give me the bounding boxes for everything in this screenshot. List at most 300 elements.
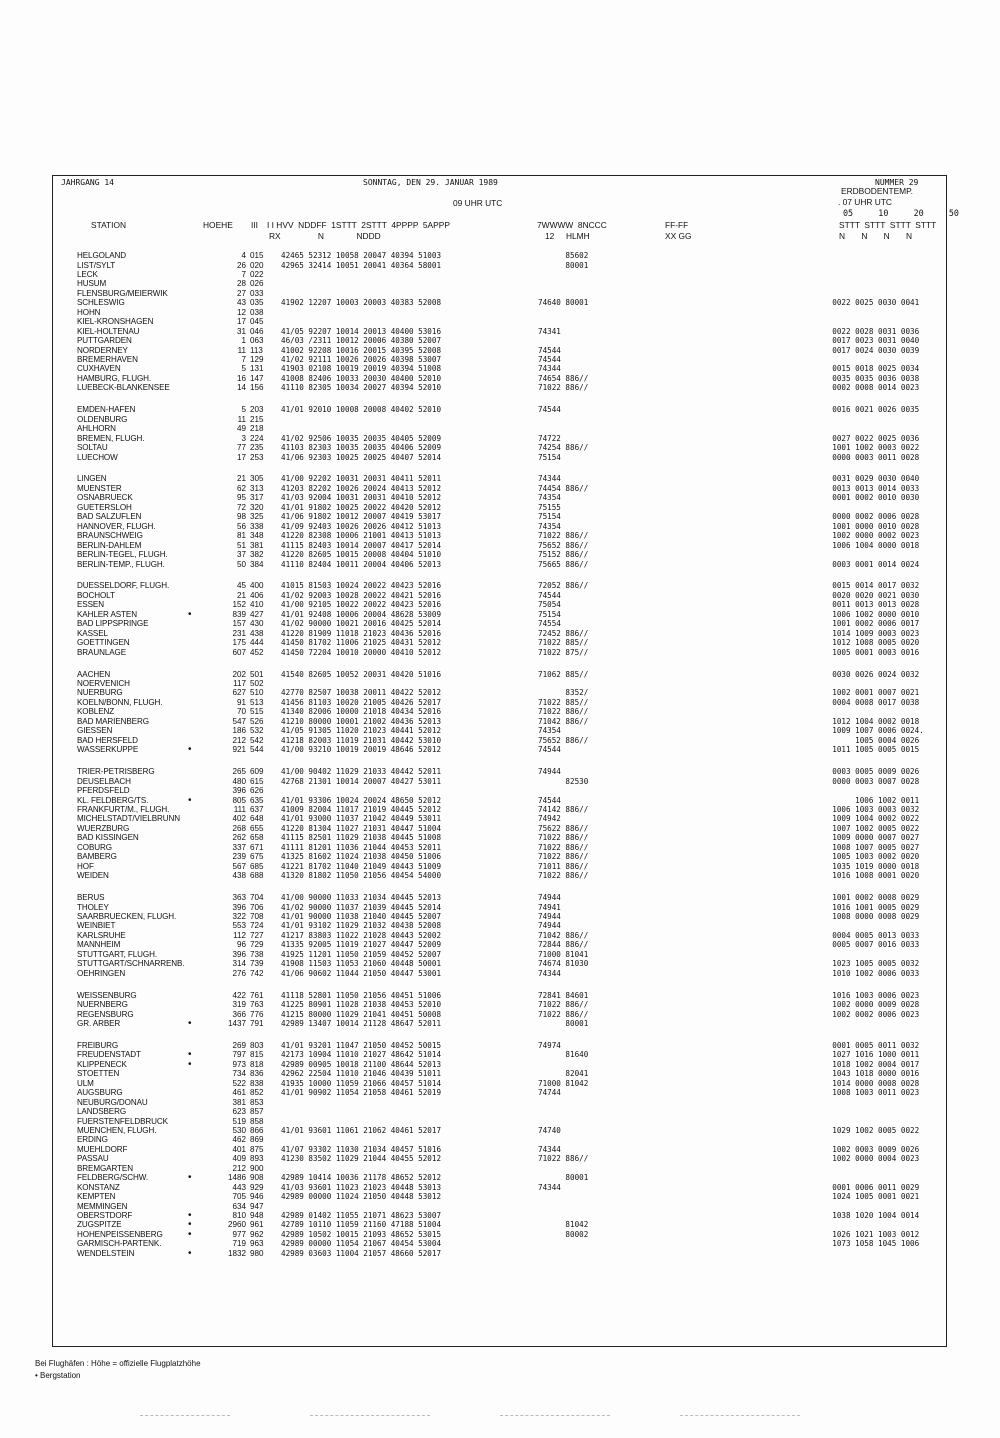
station-height: 805 — [232, 795, 246, 805]
station-height: 212 — [232, 1163, 246, 1173]
table-row — [53, 871, 946, 881]
table-row — [53, 843, 946, 853]
soil-temperatures: 0003 0001 0014 0024 — [750, 559, 920, 569]
table-row — [53, 745, 946, 755]
soil-temperatures: 1007 1002 0005 0022 — [750, 823, 920, 833]
station-name: BAD HERSFELD — [77, 735, 138, 745]
station-id: 980 — [250, 1248, 264, 1258]
station-name: KEMPTEN — [77, 1192, 116, 1202]
table-row — [53, 726, 946, 736]
station-name: GR. ARBER — [77, 1018, 121, 1028]
weather-groups: 71042 886// — [538, 930, 589, 940]
station-name: ULM — [77, 1078, 94, 1088]
synop-groups: 41335 92005 11019 21027 40447 52009 — [281, 940, 442, 950]
soil-temperatures: 1001 0002 0006 0017 — [750, 619, 920, 629]
station-id: 688 — [250, 871, 264, 881]
station-name: PASSAU — [77, 1154, 109, 1164]
weather-groups: 71022 886// — [538, 531, 589, 541]
weather-groups: 71011 886// — [538, 861, 589, 871]
soil-temperatures: 0031 0029 0030 0040 — [750, 474, 920, 484]
soil-temperatures: 1001 1002 0003 0022 — [750, 443, 920, 452]
station-name: LINGEN — [77, 474, 107, 484]
station-id: 215 — [250, 414, 264, 424]
station-name: MUEHLDORF — [77, 1144, 128, 1154]
station-name: BREMERHAVEN — [77, 354, 138, 364]
mountain-station-marker: • — [188, 1210, 192, 1221]
station-name: OLDENBURG — [77, 414, 128, 424]
station-id: 763 — [250, 1000, 264, 1009]
station-height: 112 — [233, 930, 246, 940]
weather-groups: 74640 80001 — [538, 298, 589, 308]
table-row — [53, 1019, 946, 1029]
station-id: 382 — [250, 550, 264, 559]
weather-groups: 74341 — [538, 326, 561, 336]
synop-groups: 41/07 93302 11030 21034 40457 51016 — [281, 1144, 442, 1154]
group1-header: I I HVV NDDFF 1STTT 2STTT 4PPPP 5APPP — [267, 220, 450, 230]
table-row — [53, 550, 946, 560]
table-row — [53, 824, 946, 834]
station-name: BREMEN, FLUGH. — [77, 433, 145, 443]
table-row — [53, 1220, 946, 1230]
station-height: 1832 — [227, 1248, 246, 1258]
hoehe-header: HOEHE — [203, 220, 233, 230]
station-id: 022 — [250, 269, 264, 279]
station-name: HAMBURG, FLUGH. — [77, 373, 152, 383]
soil-temperatures: 0000 0003 0011 0028 — [750, 452, 920, 462]
station-height: 276 — [232, 968, 246, 978]
station-id: 131 — [250, 364, 264, 374]
station-height: 27 — [236, 288, 246, 298]
station-name: MEMMINGEN — [77, 1201, 128, 1211]
weather-groups: 75155 — [538, 502, 561, 512]
station-height: 186 — [232, 726, 246, 736]
station-name: ZUGSPITZE — [77, 1220, 122, 1230]
weather-groups: 80001 — [538, 1018, 589, 1028]
soil-temperatures: 0035 0035 0036 0038 — [750, 373, 920, 383]
weather-groups: 74544 — [538, 745, 561, 755]
station-name: BERLIN-TEGEL, FLUGH. — [77, 550, 168, 559]
station-id: 444 — [250, 638, 264, 648]
soil-temperatures: 1014 1009 0003 0023 — [750, 628, 920, 638]
synop-groups: 41/01 93601 11061 21062 40461 52017 — [281, 1125, 442, 1135]
weather-groups: 71042 886// — [538, 716, 589, 726]
table-row — [53, 493, 946, 503]
weather-groups: 71022 886// — [538, 1000, 589, 1009]
station-name: KARLSRUHE — [77, 930, 126, 940]
synop-groups: 41340 82006 10000 21018 40434 52016 — [281, 707, 442, 717]
station-height: 37 — [236, 550, 246, 559]
table-row — [53, 1088, 946, 1098]
group1-subheader: RX N NDDD — [269, 231, 381, 241]
station-name: AUGSBURG — [77, 1088, 123, 1098]
synop-groups: 41008 82406 10033 20030 40400 52010 — [281, 373, 442, 383]
station-name: NORDERNEY — [77, 345, 128, 355]
station-height: 77 — [236, 443, 246, 452]
station-id: 156 — [250, 383, 264, 393]
weather-groups: 71022 886// — [538, 1009, 589, 1019]
table-row — [53, 1145, 946, 1155]
station-name: THOLEY — [77, 902, 109, 912]
station-name: WEISSENBURG — [77, 990, 137, 1000]
station-height: 522 — [232, 1078, 246, 1088]
weather-groups: 71000 81041 — [538, 949, 589, 959]
weather-groups: 80001 — [538, 260, 589, 270]
soil-temperatures: 0000 0003 0007 0028 — [750, 776, 920, 786]
synop-groups: 42989 03603 11004 21057 48660 52017 — [281, 1248, 442, 1258]
station-height: 519 — [232, 1116, 246, 1126]
weather-groups: 74142 886// — [538, 804, 589, 814]
station-id: 320 — [250, 502, 264, 512]
table-row — [53, 531, 946, 541]
weather-groups: 74744 — [538, 1088, 561, 1098]
synop-groups: 41225 80901 11028 21038 40453 52010 — [281, 1000, 442, 1009]
synop-groups: 41/01 91802 10025 20022 40420 52012 — [281, 502, 442, 512]
station-name: OEHRINGEN — [77, 968, 126, 978]
station-id: 338 — [250, 521, 264, 531]
station-height: 553 — [232, 921, 246, 931]
station-id: 852 — [250, 1088, 264, 1098]
soil-temperatures: 1038 1020 1004 0014 — [750, 1211, 920, 1220]
station-name: BRAUNSCHWEIG — [77, 531, 143, 541]
station-id: 015 — [250, 251, 264, 260]
weather-groups: 75154 — [538, 609, 561, 619]
soil-temperatures: 1006 1002 0000 0010 — [750, 609, 920, 619]
station-id: 317 — [250, 493, 264, 503]
station-height: 95 — [236, 493, 246, 503]
station-name: AACHEN — [77, 669, 111, 679]
soil-temperatures: 0005 0007 0016 0033 — [750, 940, 920, 950]
table-row — [53, 289, 946, 299]
station-height: 212 — [232, 735, 246, 745]
synop-groups: 42965 32414 10051 20041 40364 58001 — [281, 260, 442, 270]
station-name: GUETERSLOH — [77, 502, 132, 512]
station-id: 635 — [250, 795, 264, 805]
synop-groups: 41/06 92303 10025 20025 40407 52014 — [281, 452, 442, 462]
weather-groups: 74354 — [538, 521, 561, 531]
synop-groups: 41903 02108 10019 20019 40394 51008 — [281, 364, 442, 374]
station-height: 438 — [232, 871, 246, 881]
station-name: CUXHAVEN — [77, 364, 121, 374]
station-id: 129 — [250, 354, 264, 364]
station-name: SOLTAU — [77, 443, 108, 452]
station-height: 269 — [232, 1040, 246, 1050]
soil-temperatures: 1002 0003 0009 0026 — [750, 1144, 920, 1154]
soil-temperatures: 1008 1003 0011 0023 — [750, 1088, 920, 1098]
station-height: 43 — [236, 298, 246, 308]
synop-groups: 41450 81702 11006 21025 40431 52012 — [281, 638, 442, 648]
station-height: 17 — [236, 317, 246, 327]
weather-groups: 74722 — [538, 433, 561, 443]
mountain-station-marker: • — [188, 1058, 192, 1070]
table-row — [53, 707, 946, 717]
table-row — [53, 648, 946, 658]
station-name: HOHENPEISSENBERG — [77, 1229, 163, 1239]
station-id: 063 — [250, 336, 264, 345]
table-row — [53, 405, 946, 415]
table-row — [53, 912, 946, 922]
synop-groups: 41540 82605 10052 20031 40420 51016 — [281, 669, 442, 679]
table-row — [53, 670, 946, 680]
station-name: LUECHOW — [77, 452, 118, 462]
utc09-label: 09 UHR UTC — [453, 198, 503, 208]
station-id: 671 — [250, 842, 264, 852]
station-name: STUTTGART, FLUGH. — [77, 949, 157, 959]
station-id: 908 — [250, 1173, 264, 1183]
table-row — [53, 1050, 946, 1060]
synop-groups: 41/02 90000 11037 21039 40445 52014 — [281, 902, 442, 912]
station-name: KOELN/BONN, FLUGH. — [77, 697, 163, 707]
station-id: 818 — [250, 1059, 264, 1069]
station-height: 1437 — [227, 1018, 246, 1028]
synop-groups: 42789 10110 11059 21160 47188 51004 — [281, 1220, 442, 1230]
table-row — [53, 581, 946, 591]
table-row — [53, 931, 946, 941]
weather-groups: 75154 — [538, 512, 561, 522]
group2-subheader: 12 HLMH — [545, 231, 590, 241]
station-name: OBERSTDORF — [77, 1211, 133, 1220]
station-id: 513 — [250, 697, 264, 707]
station-height: 117 — [233, 679, 246, 688]
station-name: SAARBRUECKEN, FLUGH. — [77, 911, 177, 921]
soil-temperatures: 0016 0021 0026 0035 — [750, 405, 920, 415]
station-height: 14 — [236, 383, 246, 393]
synop-groups: 41220 81304 11027 21031 40447 51004 — [281, 823, 442, 833]
station-height: 231 — [232, 628, 246, 638]
synop-groups: 41110 82305 10034 20027 40394 52010 — [281, 383, 442, 393]
station-name: MANNHEIM — [77, 940, 121, 950]
table-row — [53, 355, 946, 365]
station-id: 704 — [250, 893, 264, 902]
station-height: 810 — [232, 1211, 246, 1220]
station-id: 948 — [250, 1211, 264, 1220]
scan-artifact — [140, 1415, 230, 1417]
station-height: 409 — [232, 1154, 246, 1164]
mountain-station-marker: • — [188, 1172, 192, 1184]
table-row — [53, 950, 946, 960]
station-name: FLENSBURG/MEIERWIK — [77, 288, 168, 298]
station-id: 708 — [250, 911, 264, 921]
soil-temperatures: 1073 1058 1045 1006 — [750, 1239, 920, 1249]
issue-number: NUMMER 29 — [875, 178, 919, 187]
synop-groups: 42962 22504 11010 21046 40439 51011 — [281, 1069, 442, 1079]
weather-groups: 82530 — [538, 776, 589, 786]
weather-groups: 80001 — [538, 1173, 589, 1183]
synop-groups: 41902 12207 10003 20003 40383 52008 — [281, 298, 442, 308]
synop-groups: 41115 82403 10014 20007 40417 52014 — [281, 540, 442, 550]
synop-groups: 41/02 92111 10026 20026 40398 53007 — [281, 354, 442, 364]
station-height: 627 — [232, 688, 246, 698]
station-name: PFERDSFELD — [77, 786, 130, 795]
mountain-station-marker: • — [188, 608, 192, 620]
station-height: 607 — [232, 647, 246, 657]
table-row — [53, 474, 946, 484]
station-height: 396 — [232, 902, 246, 912]
station-name: BRAUNLAGE — [77, 647, 127, 657]
soil-temperatures: 1009 1004 0002 0022 — [750, 814, 920, 824]
station-height: 31 — [236, 326, 246, 336]
weather-groups: 71022 886// — [538, 852, 589, 862]
station-height: 7 — [241, 354, 246, 364]
station-id: 739 — [250, 959, 264, 969]
soil-temperatures: 0022 0025 0030 0041 — [750, 298, 920, 308]
weather-groups: 74944 — [538, 893, 561, 902]
synop-groups: 41111 81201 11036 21044 40453 52011 — [281, 842, 442, 852]
station-height: 3 — [241, 433, 246, 443]
table-row — [53, 374, 946, 384]
weather-groups: 74944 — [538, 921, 561, 931]
synop-groups: 41210 80000 10001 21002 40436 52013 — [281, 716, 442, 726]
station-height: 4 — [241, 251, 246, 260]
station-name: KAHLER ASTEN — [77, 609, 137, 619]
footnote-airports: Bei Flughäfen : Höhe = offizielle Flugplatzhöhe — [35, 1359, 201, 1368]
station-name: FREIBURG — [77, 1040, 119, 1050]
station-id: 325 — [250, 512, 264, 522]
soil-temperatures: 1006 1002 0011 — [750, 795, 920, 805]
station-name: HUSUM — [77, 279, 107, 289]
volume-label: JAHRGANG 14 — [61, 178, 114, 187]
station-height: 839 — [232, 609, 246, 619]
weather-groups: 74974 — [538, 1040, 561, 1050]
soil-temperatures: 1009 1007 0006 0024. — [750, 726, 924, 736]
station-height: 366 — [232, 1009, 246, 1019]
synop-groups: 41/09 92403 10026 20026 40412 51013 — [281, 521, 442, 531]
soil-temperatures: 1002 0002 0006 0023 — [750, 1009, 920, 1019]
weather-groups: 74544 — [538, 405, 561, 415]
weather-groups: 81042 — [538, 1220, 589, 1230]
station-name: WENDELSTEIN — [77, 1248, 135, 1258]
synop-groups: 41217 83803 11022 21028 40443 52002 — [281, 930, 442, 940]
soil-temperatures: 0017 0023 0031 0040 — [750, 336, 920, 345]
station-height: 401 — [232, 1144, 246, 1154]
station-height: 98 — [236, 512, 246, 522]
station-id: 020 — [250, 260, 264, 270]
soil-temperatures: 1018 1002 0004 0017 — [750, 1059, 920, 1069]
soil-temperatures: 1016 1003 0006 0023 — [750, 990, 920, 1000]
synop-groups: 41/01 93102 11029 21032 40438 52008 — [281, 921, 442, 931]
weather-groups: 75652 886// — [538, 540, 589, 550]
station-height: 45 — [236, 581, 246, 591]
station-id: 900 — [250, 1163, 264, 1173]
station-height: 152 — [232, 600, 246, 610]
station-height: 96 — [236, 940, 246, 950]
station-name: GARMISCH-PARTENK. — [77, 1239, 162, 1249]
weather-groups: 74344 — [538, 364, 561, 374]
station-height: 480 — [232, 776, 246, 786]
station-height: 396 — [232, 786, 246, 795]
synop-groups: 41/00 92202 10031 20031 40411 52011 — [281, 474, 442, 484]
station-height: 530 — [232, 1125, 246, 1135]
weather-groups: 71022 886// — [538, 707, 589, 717]
station-id: 815 — [250, 1050, 264, 1060]
soil-temperatures: 1001 0000 0010 0028 — [750, 521, 920, 531]
synop-groups: 42465 52312 10058 20047 40394 51003 — [281, 251, 442, 260]
synop-groups: 41/02 90000 10021 20016 40425 52014 — [281, 619, 442, 629]
station-name: NUERNBERG — [77, 1000, 128, 1009]
weather-groups: 74740 — [538, 1125, 561, 1135]
synop-groups: 42989 00905 10018 21100 48644 52013 — [281, 1059, 442, 1069]
weather-groups: 71022 885// — [538, 697, 589, 707]
station-height: 49 — [236, 424, 246, 434]
station-id: 609 — [250, 767, 264, 777]
table-row — [53, 862, 946, 872]
table-row — [53, 251, 946, 261]
synop-groups: 41230 83502 11029 21044 40455 52012 — [281, 1154, 442, 1164]
table-row — [53, 1239, 946, 1249]
station-name: NOERVENICH — [77, 679, 130, 688]
table-row — [53, 638, 946, 648]
station-id: 626 — [250, 786, 264, 795]
synop-groups: 41/00 93210 10019 20019 48646 52012 — [281, 745, 442, 755]
station-id: 893 — [250, 1154, 264, 1164]
station-id: 218 — [250, 424, 264, 434]
weather-groups: 80002 — [538, 1229, 589, 1239]
weather-groups: 75054 — [538, 600, 561, 610]
station-id: 427 — [250, 609, 264, 619]
station-id: 400 — [250, 581, 264, 591]
station-name: HELGOLAND — [77, 251, 127, 260]
scan-artifact — [310, 1415, 430, 1417]
station-name: FUERSTENFELDBRUCK — [77, 1116, 168, 1126]
table-row — [53, 336, 946, 346]
weather-groups: 74944 — [538, 767, 561, 777]
station-name: BAD LIPPSPRINGE — [77, 619, 149, 629]
station-name: BAD MARIENBERG — [77, 716, 149, 726]
station-id: 113 — [250, 345, 263, 355]
weather-groups: 72052 886// — [538, 581, 589, 591]
station-id: 348 — [250, 531, 264, 541]
station-height: 396 — [232, 949, 246, 959]
station-name: KL. FELDBERG/TS. — [77, 795, 149, 805]
weather-groups: 71022 886// — [538, 1154, 589, 1164]
station-height: 111 — [233, 804, 246, 814]
station-height: 262 — [232, 833, 246, 843]
station-id: 836 — [250, 1069, 264, 1079]
table-row — [53, 383, 946, 393]
soil-temperatures: 0027 0022 0025 0036 — [750, 433, 920, 443]
table-row — [53, 805, 946, 815]
soil-temperatures: 1016 1008 0001 0020 — [750, 871, 920, 881]
soil-temperatures: 0001 0005 0011 0032 — [750, 1040, 920, 1050]
station-name: KOBLENZ — [77, 707, 115, 717]
station-name: NUERBURG — [77, 688, 123, 698]
station-name: BREMGARTEN — [77, 1163, 133, 1173]
synop-groups: 42989 13407 10014 21128 48647 52011 — [281, 1018, 442, 1028]
weather-groups: 75622 886// — [538, 823, 589, 833]
station-id: 544 — [250, 745, 264, 755]
station-name: GIESSEN — [77, 726, 113, 736]
soil-temperatures: 1008 1007 0005 0027 — [750, 842, 920, 852]
table-row — [53, 619, 946, 629]
synop-groups: 41/03 92004 10031 20031 40410 52012 — [281, 493, 442, 503]
soil-temperatures: 1002 0000 0009 0028 — [750, 1000, 920, 1009]
station-height: 17 — [236, 452, 246, 462]
soil-temperatures: 1023 1005 0005 0032 — [750, 959, 920, 969]
synop-groups: 41/00 92105 10022 20022 40423 52016 — [281, 600, 442, 610]
synop-groups: 41015 81503 10024 20022 40423 52016 — [281, 581, 442, 591]
soil-temperatures: 1002 0000 0004 0023 — [750, 1154, 920, 1164]
table-row — [53, 969, 946, 979]
synop-groups: 41/01 92408 10006 20004 48628 53009 — [281, 609, 442, 619]
station-height: 634 — [232, 1201, 246, 1211]
weather-groups: 75665 886// — [538, 559, 589, 569]
station-name: FREUDENSTADT — [77, 1050, 141, 1060]
station-height: 28 — [236, 279, 246, 289]
station-id: 791 — [250, 1018, 264, 1028]
synop-groups: 41935 10000 11059 21066 40457 51014 — [281, 1078, 442, 1088]
station-height: 72 — [236, 502, 246, 512]
station-name: KIEL-KRONSHAGEN — [77, 317, 154, 327]
station-height: 623 — [232, 1107, 246, 1116]
